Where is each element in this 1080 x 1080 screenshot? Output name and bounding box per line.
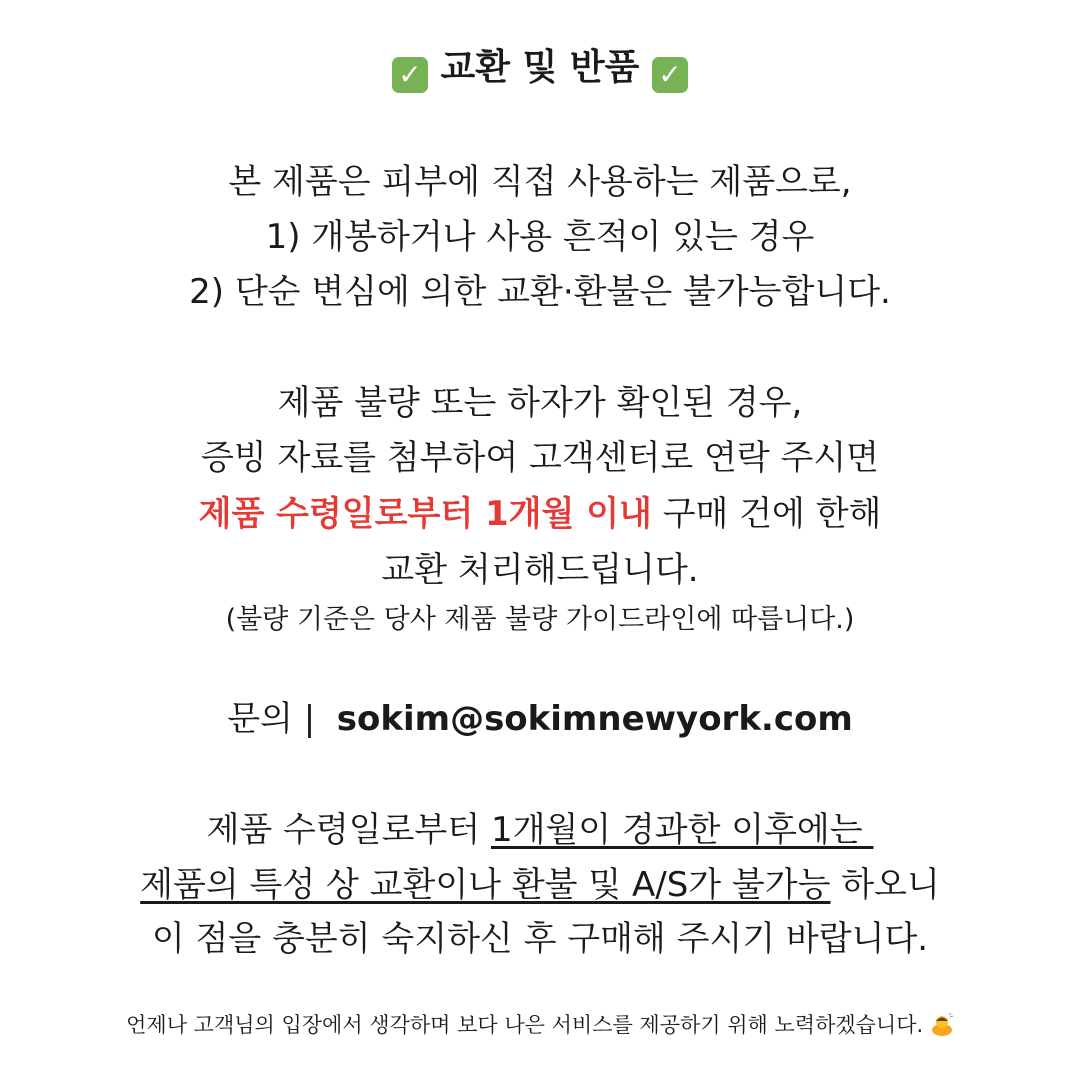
contact-line	[0, 689, 1080, 749]
warning-line-2	[0, 855, 1080, 915]
policy-line-3: 2) 단순 변심에 의한 교환·환불은 불가능합니다.	[189, 272, 891, 312]
footer-text: 언제나 고객님의 입장에서 생각하며 보다 나은 서비스를 제공하기 위해 노력하겠습니다.	[126, 1013, 924, 1037]
defect-line-3	[0, 484, 1080, 544]
check-mark-icon: ✓	[392, 57, 428, 93]
contact-label: 문의	[227, 699, 293, 739]
defect-note: (불량 기준은 당사 제품 불량 가이드라인에 따릅니다.)	[225, 604, 855, 635]
warning-line-3: 이 점을 충분히 숙지하신 후 구매해 주시기 바랍니다.	[151, 919, 929, 959]
title-text: 교환 및 반품	[440, 47, 640, 88]
footer-message	[0, 1005, 1080, 1045]
policy-line-2: 1) 개봉하거나 사용 흔적이 있는 경우	[265, 217, 815, 257]
check-mark-icon: ✓	[652, 57, 688, 93]
policy-line-1: 본 제품은 피부에 직접 사용하는 제품으로,	[228, 162, 852, 202]
deadline-highlight: 제품 수령일로부터 1개월 이내	[198, 494, 652, 534]
warning-line-2-underlined: 제품의 특성 상 교환이나 환불 및 A/S가 불가능	[140, 865, 831, 905]
warning-line-1	[0, 800, 1080, 860]
bowing-person-icon	[930, 1009, 954, 1033]
defect-line-3-rest: 구매 건에 한해	[651, 494, 882, 534]
warning-line-1-plain: 제품 수령일로부터	[206, 810, 491, 850]
warning-line-2-rest: 하오니	[830, 865, 940, 905]
notice-title	[0, 40, 1080, 96]
defect-line-2: 증빙 자료를 첨부하여 고객센터로 연락 주시면	[200, 438, 880, 478]
contact-separator: |	[292, 699, 337, 739]
defect-line-4: 교환 처리해드립니다.	[381, 550, 699, 590]
warning-line-1-underlined: 1개월이 경과한 이후에는	[490, 810, 874, 850]
defect-line-1: 제품 불량 또는 하자가 확인된 경우,	[277, 383, 803, 423]
contact-email-link[interactable]: sokim@sokimnewyork.com	[336, 699, 853, 739]
